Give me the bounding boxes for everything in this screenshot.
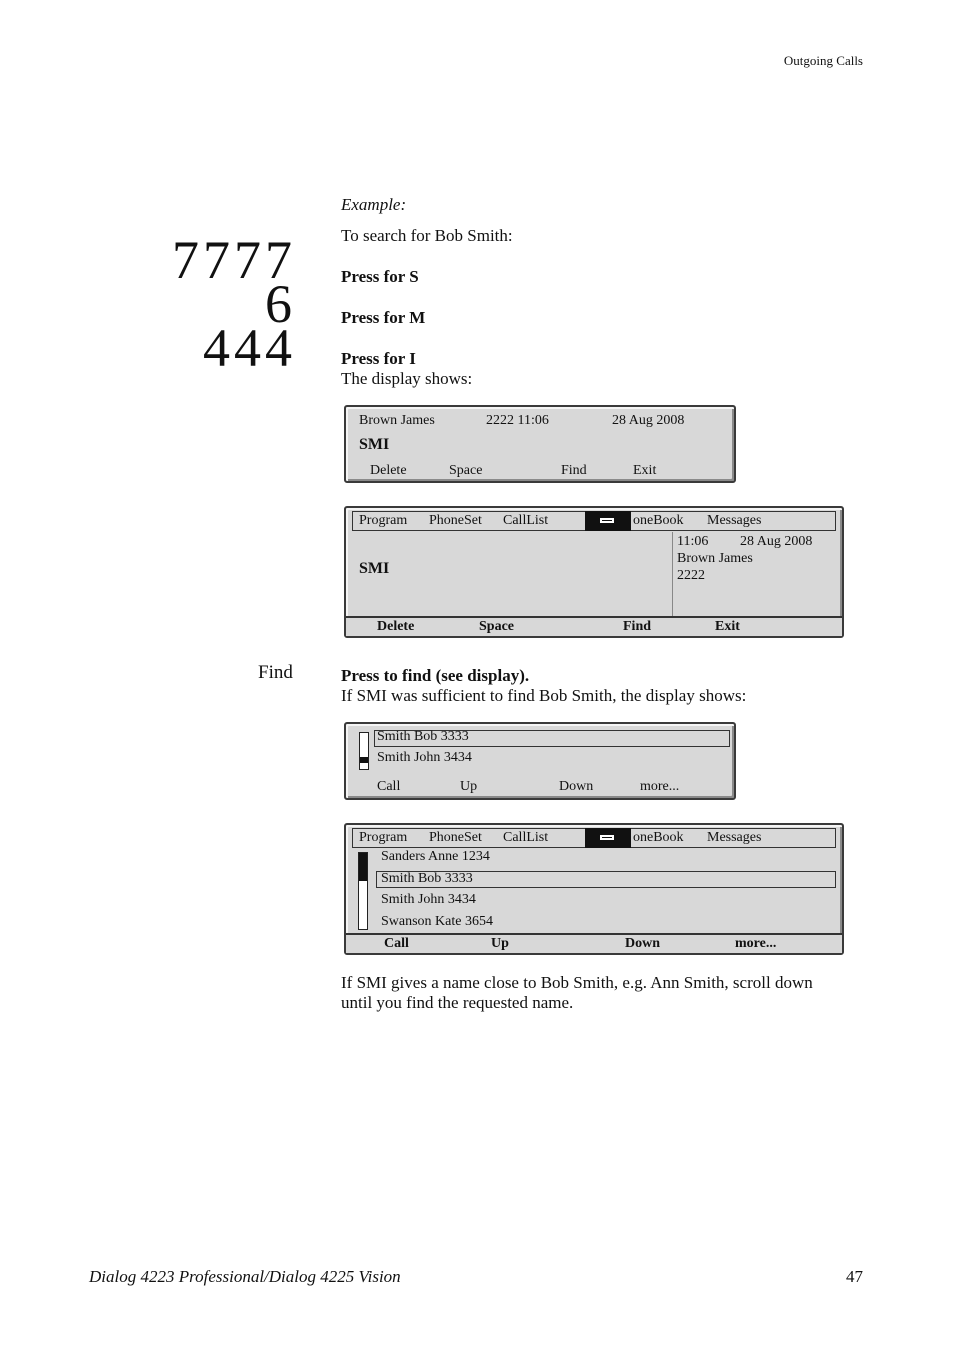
info-time: 11:06 xyxy=(677,534,709,549)
softkey-call: Call xyxy=(384,936,409,951)
display-shows-text: The display shows: xyxy=(341,369,473,388)
result-entry-swanson-kate: Swanson Kate 3654 xyxy=(381,914,493,929)
menu-bar xyxy=(352,828,836,848)
scrollbar xyxy=(358,852,368,930)
scrollbar-thumb xyxy=(360,757,368,763)
find-key-label: Find xyxy=(258,662,293,683)
running-header: Outgoing Calls xyxy=(783,53,863,68)
softkey-up: Up xyxy=(491,936,509,951)
example-label: Example: xyxy=(341,195,407,214)
softkey-find: Find xyxy=(561,463,587,478)
menu-program: Program xyxy=(359,513,408,528)
menu-program: Program xyxy=(359,830,408,845)
menu-phonebook: oneBook xyxy=(633,513,684,528)
menu-selected-phonebook-icon xyxy=(585,828,631,848)
softkey-down: Down xyxy=(625,936,661,951)
result-entry-smith-john: Smith John 3434 xyxy=(377,750,472,765)
display-4223-results xyxy=(344,722,736,800)
softkey-down: Down xyxy=(559,779,594,794)
menu-calllist: CallList xyxy=(503,830,549,845)
info-number: 2222 xyxy=(677,568,705,583)
step-press-m: Press for M xyxy=(341,308,426,327)
softkey-delete: Delete xyxy=(370,463,407,478)
result-entry-smith-john: Smith John 3434 xyxy=(381,892,476,907)
step-press-s: Press for S xyxy=(341,267,419,286)
display-4223-search xyxy=(344,405,736,483)
page-number: 47 xyxy=(846,1267,863,1286)
menu-messages: Messages xyxy=(707,513,762,528)
info-name: Brown James xyxy=(677,551,753,566)
softkey-delete: Delete xyxy=(377,619,415,634)
key-6: 6 xyxy=(265,274,296,334)
info-divider xyxy=(672,532,673,616)
menu-phonebook: oneBook xyxy=(633,830,684,845)
menu-phoneset: PhoneSet xyxy=(429,830,482,845)
softkey-call: Call xyxy=(377,779,401,794)
softkey-bar xyxy=(346,616,842,636)
menu-phoneset: PhoneSet xyxy=(429,513,482,528)
menu-calllist: CallList xyxy=(503,513,549,528)
softkey-bar xyxy=(346,933,842,953)
closing-line-1: If SMI gives a name close to Bob Smith, e.g. Ann Smith, scroll down xyxy=(341,973,813,992)
display-4225-search xyxy=(344,506,844,638)
softkey-space: Space xyxy=(479,619,514,634)
softkey-space: Space xyxy=(449,463,483,478)
find-description: If SMI was sufficient to find Bob Smith, the display shows: xyxy=(341,686,747,705)
softkey-up: Up xyxy=(460,779,478,794)
result-entry-smith-bob: Smith Bob 3333 xyxy=(381,871,473,886)
closing-line-2: until you find the requested name. xyxy=(341,993,574,1012)
menu-selected-phonebook-icon xyxy=(585,511,631,531)
key-sequence xyxy=(172,230,296,378)
softkey-more: more... xyxy=(735,936,777,951)
search-input: SMI xyxy=(359,436,390,453)
display-4225-results xyxy=(344,823,844,955)
contact-name: Brown James xyxy=(359,413,435,428)
footer-product-title: Dialog 4223 Professional/Dialog 4225 Vision xyxy=(89,1267,401,1286)
scrollbar xyxy=(359,732,369,770)
intro-text: To search for Bob Smith: xyxy=(341,226,513,245)
result-entry-smith-bob: Smith Bob 3333 xyxy=(377,729,469,744)
step-press-i: Press for I xyxy=(341,349,416,368)
info-date: 28 Aug 2008 xyxy=(740,534,813,549)
menu-messages: Messages xyxy=(707,830,762,845)
contact-date: 28 Aug 2008 xyxy=(612,413,685,428)
contact-number-time: 2222 11:06 xyxy=(486,413,549,428)
result-entry-sanders-anne: Sanders Anne 1234 xyxy=(381,849,490,864)
softkey-find: Find xyxy=(623,619,652,634)
softkey-exit: Exit xyxy=(715,619,740,634)
find-step: Press to find (see display). xyxy=(341,666,530,685)
key-444: 444 xyxy=(203,318,296,378)
key-7777: 7777 xyxy=(172,230,296,290)
scrollbar-thumb xyxy=(359,853,367,881)
softkey-more: more... xyxy=(640,779,680,794)
search-input: SMI xyxy=(359,560,390,577)
menu-bar xyxy=(352,511,836,531)
softkey-exit: Exit xyxy=(633,463,657,478)
